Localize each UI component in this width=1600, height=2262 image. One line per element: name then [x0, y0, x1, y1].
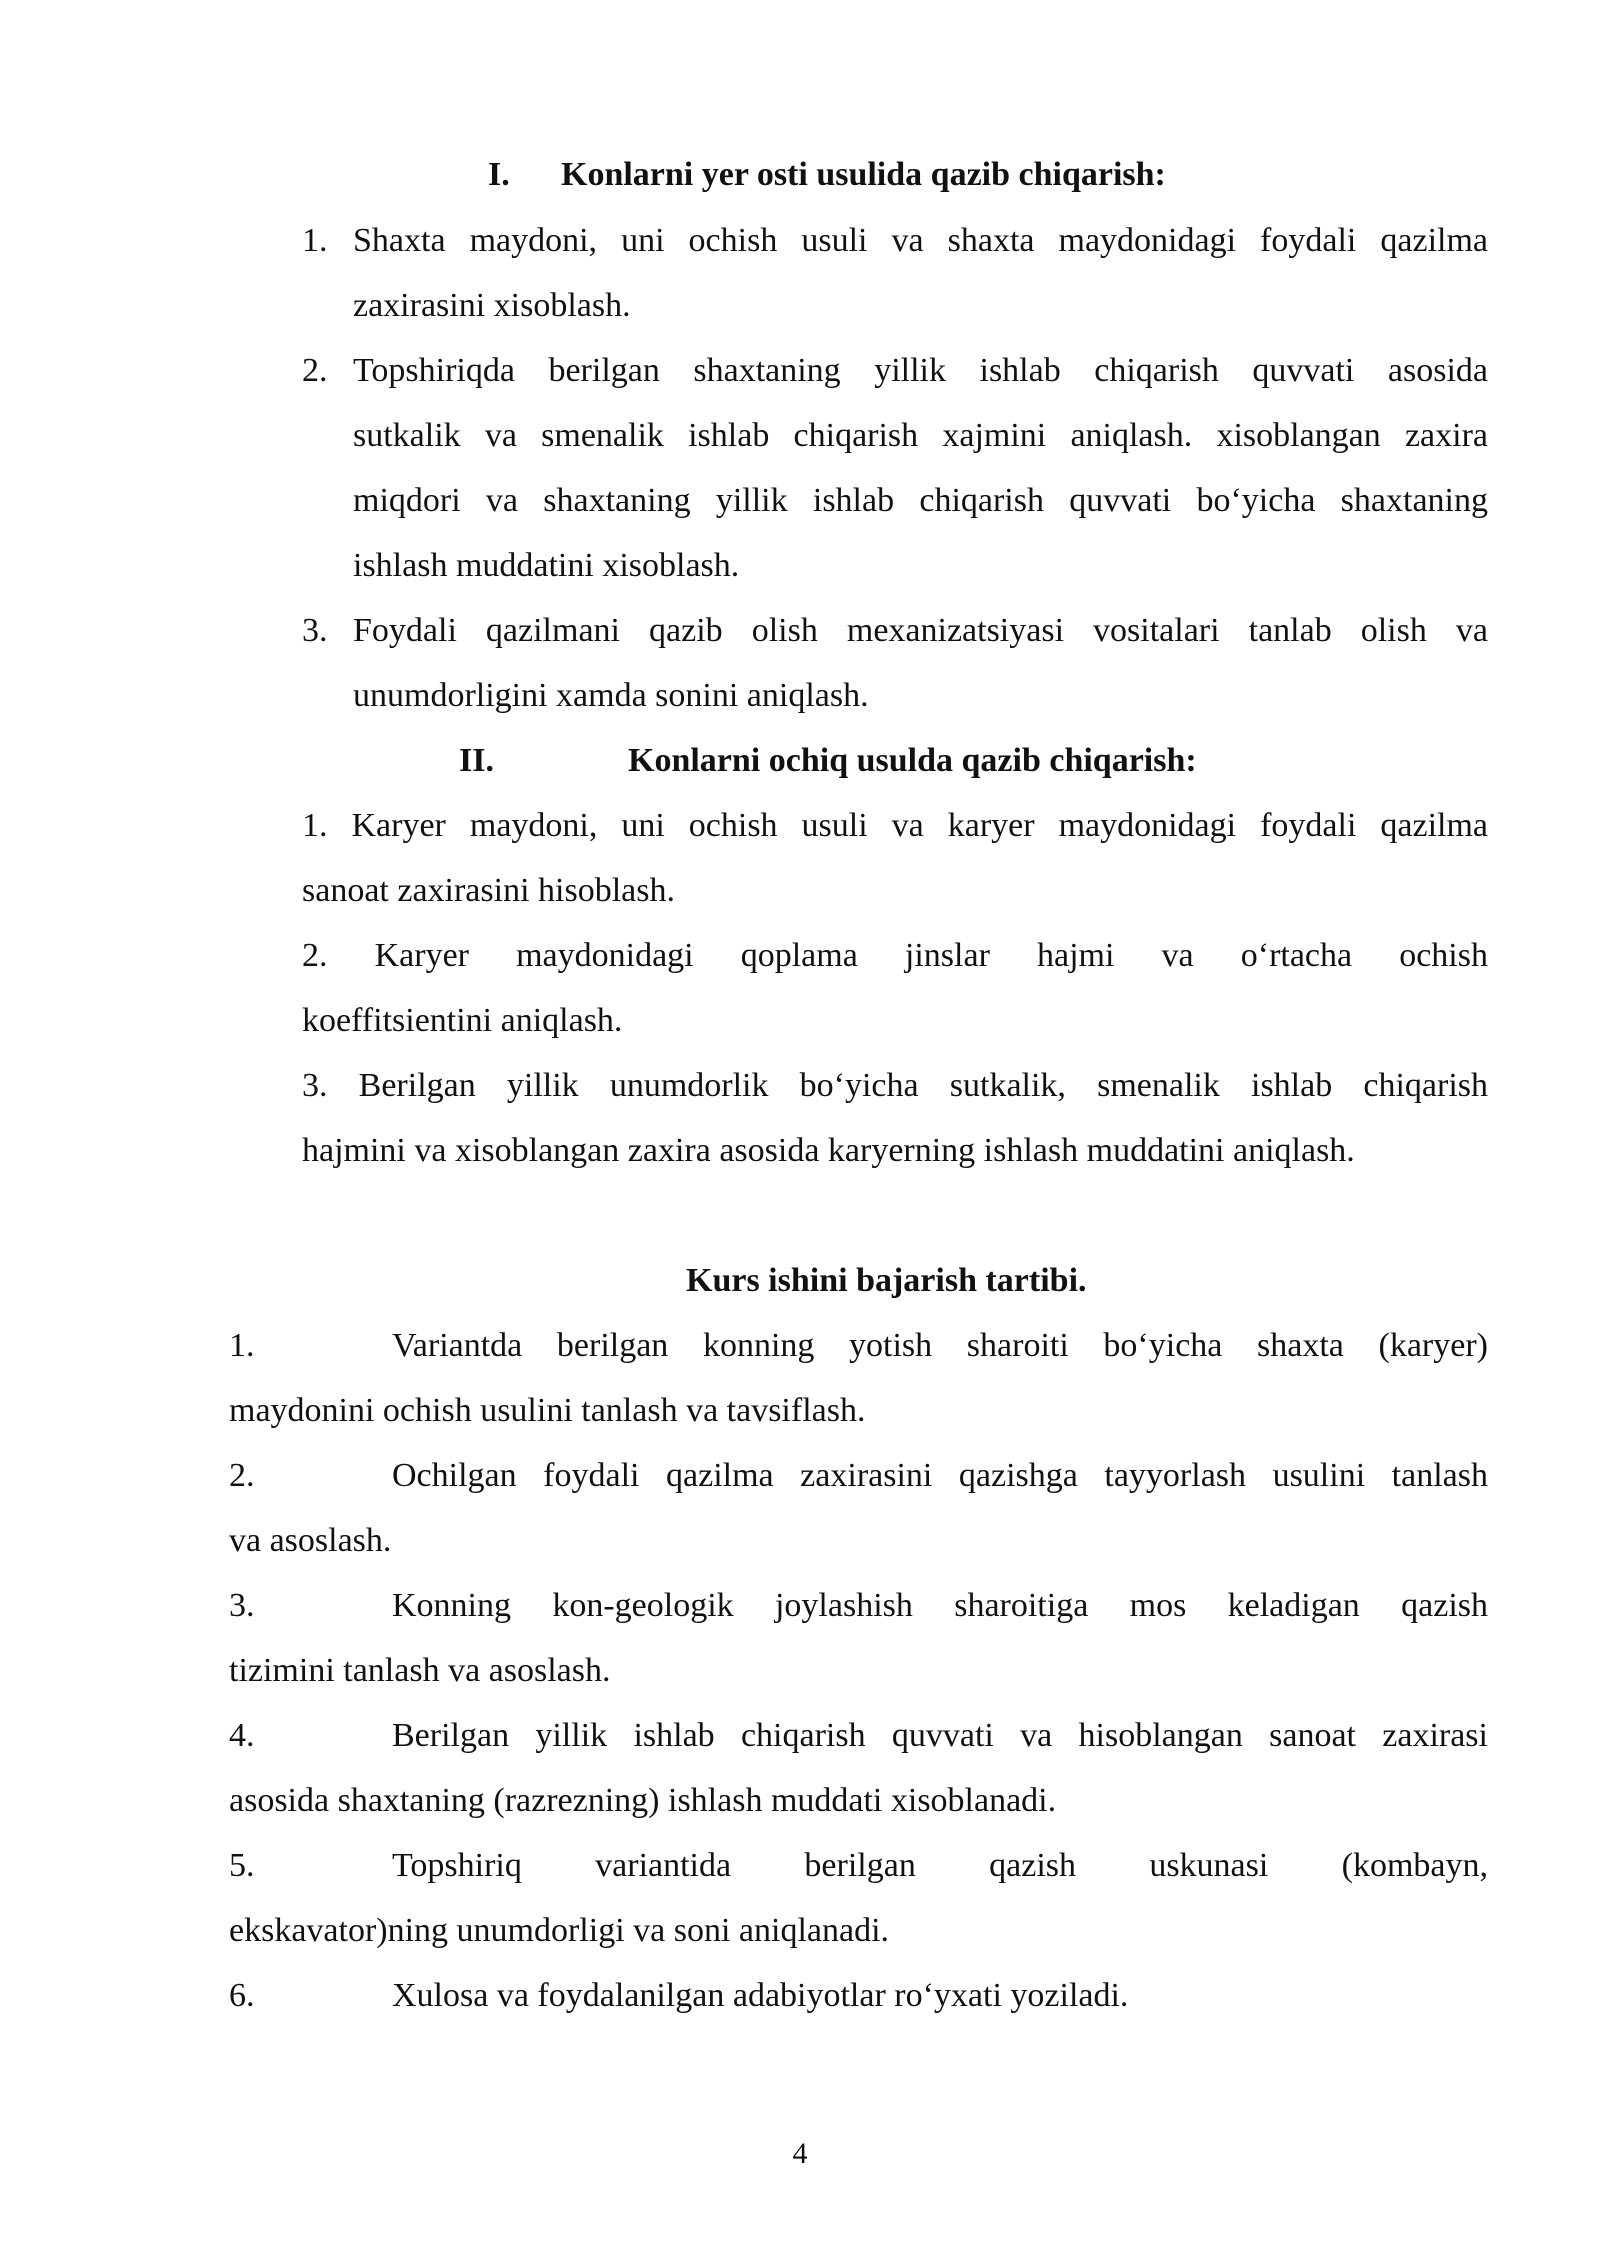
section2-item-2-line-1: 2. Karyer maydonidagi qoplama jinslar hajmi va o‘rtacha ochish: [302, 937, 1488, 974]
section1-item-1-number: 1.: [302, 222, 328, 259]
section1-item-1-line-1: Shaxta maydoni, uni ochish usuli va shaxta maydonidagi foydali qazilma: [353, 222, 1488, 259]
section3-item-1-number: 1.: [229, 1327, 255, 1364]
section1-item-2-line-1: Topshiriqda berilgan shaxtaning yillik ishlab chiqarish quvvati asosida: [353, 352, 1488, 389]
section3-item-1-line-1: Variantda berilgan konning yotish sharoiti bo‘yicha shaxta (karyer): [392, 1327, 1488, 1364]
section2-item-2-line-2: koeffitsientini aniqlash.: [302, 1002, 623, 1039]
section3-item-3-number: 3.: [229, 1587, 255, 1624]
section1-item-3-line-1: Foydali qazilmani qazib olish mexanizatsiyasi vositalari tanlab olish va: [353, 612, 1488, 649]
section3-item-5-line-2: ekskavator)ning unumdorligi va soni aniqlanadi.: [229, 1912, 890, 1949]
section1-item-1-line-2: zaxirasini xisoblash.: [353, 287, 631, 324]
section3-item-5-line-1: Topshiriq variantida berilgan qazish uskunasi (kombayn,: [392, 1847, 1488, 1884]
section3-item-3-line-1: Konning kon-geologik joylashish sharoitiga mos keladigan qazish: [392, 1587, 1488, 1624]
section3-item-3-line-2: tizimini tanlash va asoslash.: [229, 1652, 611, 1689]
section1-item-3-number: 3.: [302, 612, 328, 649]
section3-item-4-line-2: asosida shaxtaning (razrezning) ishlash muddati xisoblanadi.: [229, 1782, 1057, 1819]
section1-item-3-line-2: unumdorligini xamda sonini aniqlash.: [353, 677, 869, 714]
section3-item-1-line-2: maydonini ochish usulini tanlash va tavsiflash.: [229, 1392, 866, 1429]
section3-item-6-number: 6.: [229, 1977, 255, 2014]
section1-item-2-number: 2.: [302, 352, 328, 389]
section3-item-2-number: 2.: [229, 1457, 255, 1494]
section1-title: Konlarni yer osti usulida qazib chiqarish:: [561, 156, 1166, 193]
section2-numeral: II.: [459, 742, 494, 779]
section1-numeral: I.: [488, 156, 510, 193]
section2-item-1-line-2: sanoat zaxirasini hisoblash.: [302, 872, 675, 909]
section1-item-2-line-2: sutkalik va smenalik ishlab chiqarish xajmini aniqlash. xisoblangan zaxira: [353, 417, 1488, 454]
section3-item-2-line-2: va asoslash.: [229, 1522, 392, 1559]
section1-item-2-line-3: miqdori va shaxtaning yillik ishlab chiqarish quvvati bo‘yicha shaxtaning: [353, 482, 1488, 519]
section2-title: Konlarni ochiq usulda qazib chiqarish:: [628, 742, 1197, 779]
section3-item-4-line-1: Berilgan yillik ishlab chiqarish quvvati va hisoblangan sanoat zaxirasi: [392, 1717, 1488, 1754]
section2-item-1-line-1: 1. Karyer maydoni, uni ochish usuli va karyer maydonidagi foydali qazilma: [302, 807, 1488, 844]
section3-item-5-number: 5.: [229, 1847, 255, 1884]
section1-item-2-line-4: ishlash muddatini xisoblash.: [353, 547, 740, 584]
section3-title: Kurs ishini bajarish tartibi.: [686, 1262, 1087, 1299]
section2-item-3-line-2: hajmini va xisoblangan zaxira asosida karyerning ishlash muddatini aniqlash.: [302, 1132, 1355, 1169]
section2-item-3-line-1: 3. Berilgan yillik unumdorlik bo‘yicha sutkalik, smenalik ishlab chiqarish: [302, 1067, 1488, 1104]
page-number: 4: [792, 2137, 808, 2170]
section3-item-2-line-1: Ochilgan foydali qazilma zaxirasini qazishga tayyorlash usulini tanlash: [392, 1457, 1488, 1494]
section3-item-4-number: 4.: [229, 1717, 255, 1754]
section3-item-6-line-1: Xulosa va foydalanilgan adabiyotlar ro‘yxati yoziladi.: [392, 1977, 1129, 2014]
